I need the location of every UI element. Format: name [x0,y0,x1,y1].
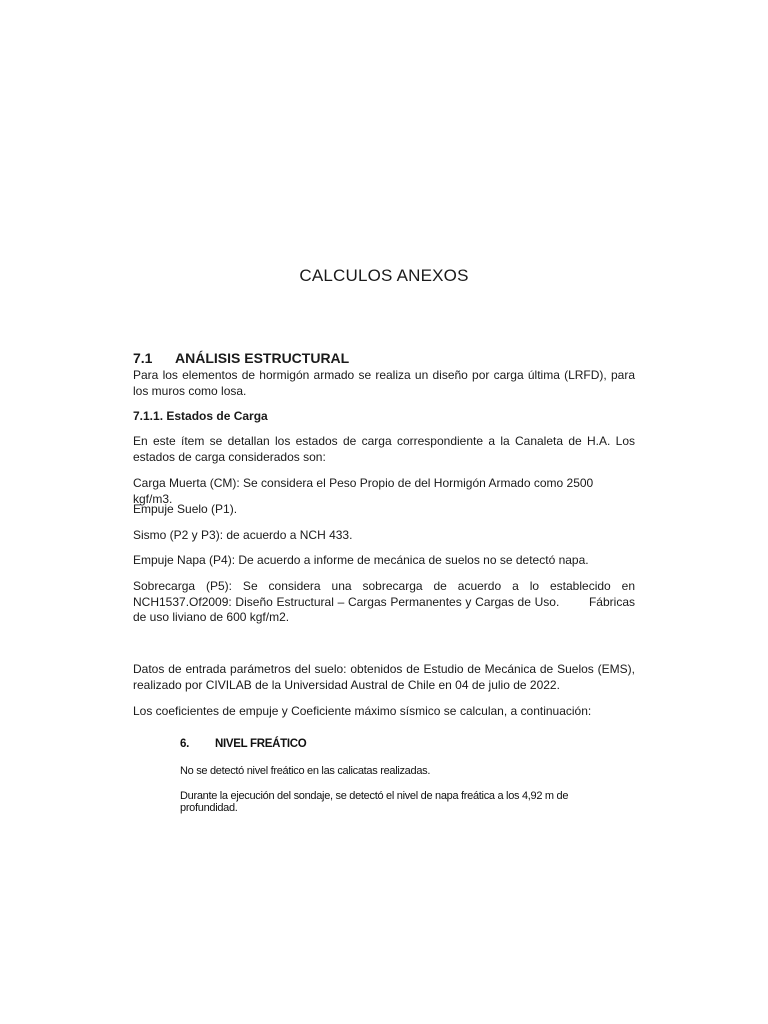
dead-load-paragraph: Carga Muerta (CM): Se considera el Peso Propio de del Hormigón Armado como 2500 kgf/m3. [133,476,594,506]
water-thrust-block [133,553,635,569]
live-load-paragraph: Sobrecarga (P5): Se considera una sobrecarga de acuerdo a lo establecido en NCH1537.Of2009: Diseño Estructural – Cargas Permanentes y Cargas de Uso. Fábricas de uso liviano de 600 kgf/m2. [133,579,639,624]
live-load-block [133,579,639,626]
coefficients-block [133,704,635,720]
coefficients-paragraph: Los coeficientes de empuje y Coeficiente máximo sísmico se calculan, a continuación: [133,704,592,718]
excerpt-title: NIVEL FREÁTICO [215,738,307,750]
excerpt-line: No se detectó nivel freático en las calicatas realizadas. [180,765,431,777]
section-title: ANÁLISIS ESTRUCTURAL [175,350,350,366]
report-excerpt [180,738,600,814]
soil-thrust-paragraph: Empuje Suelo (P1). [133,502,238,516]
subsection-heading: 7.1.1. Estados de Carga [133,409,268,423]
soil-data-paragraph: Datos de entrada parámetros del suelo: obtenidos de Estudio de Mecánica de Suelos (EMS), realizado por CIVILAB de la Universidad Austral de Chile en 04 de julio de 2022. [133,662,635,692]
excerpt-number: 6. [180,738,189,750]
seismic-block [133,528,635,544]
water-thrust-paragraph: Empuje Napa (P4): De acuerdo a informe de mecánica de suelos no se detectó napa. [133,553,589,567]
load-states-intro: En este ítem se detallan los estados de carga correspondiente a la Canaleta de H.A. Los estados de carga considerados son: [133,434,635,464]
section-heading [133,350,349,366]
page-title: CALCULOS ANEXOS [299,266,469,285]
subsection-heading-block [133,409,635,425]
section-intro-block [133,368,635,399]
soil-data-block [133,662,635,693]
section-intro: Para los elementos de hormigón armado se realiza un diseño por carga última (LRFD), para los muros como losa. [133,368,635,398]
section-number: 7.1 [133,350,153,366]
soil-thrust-block [133,502,635,518]
excerpt-heading [180,738,600,750]
excerpt-line: Durante la ejecución del sondaje, se detectó el nivel de napa freática a los 4,92 m de profundidad. [180,790,569,814]
load-states-intro-block [133,434,635,465]
seismic-paragraph: Sismo (P2 y P3): de acuerdo a NCH 433. [133,528,353,542]
